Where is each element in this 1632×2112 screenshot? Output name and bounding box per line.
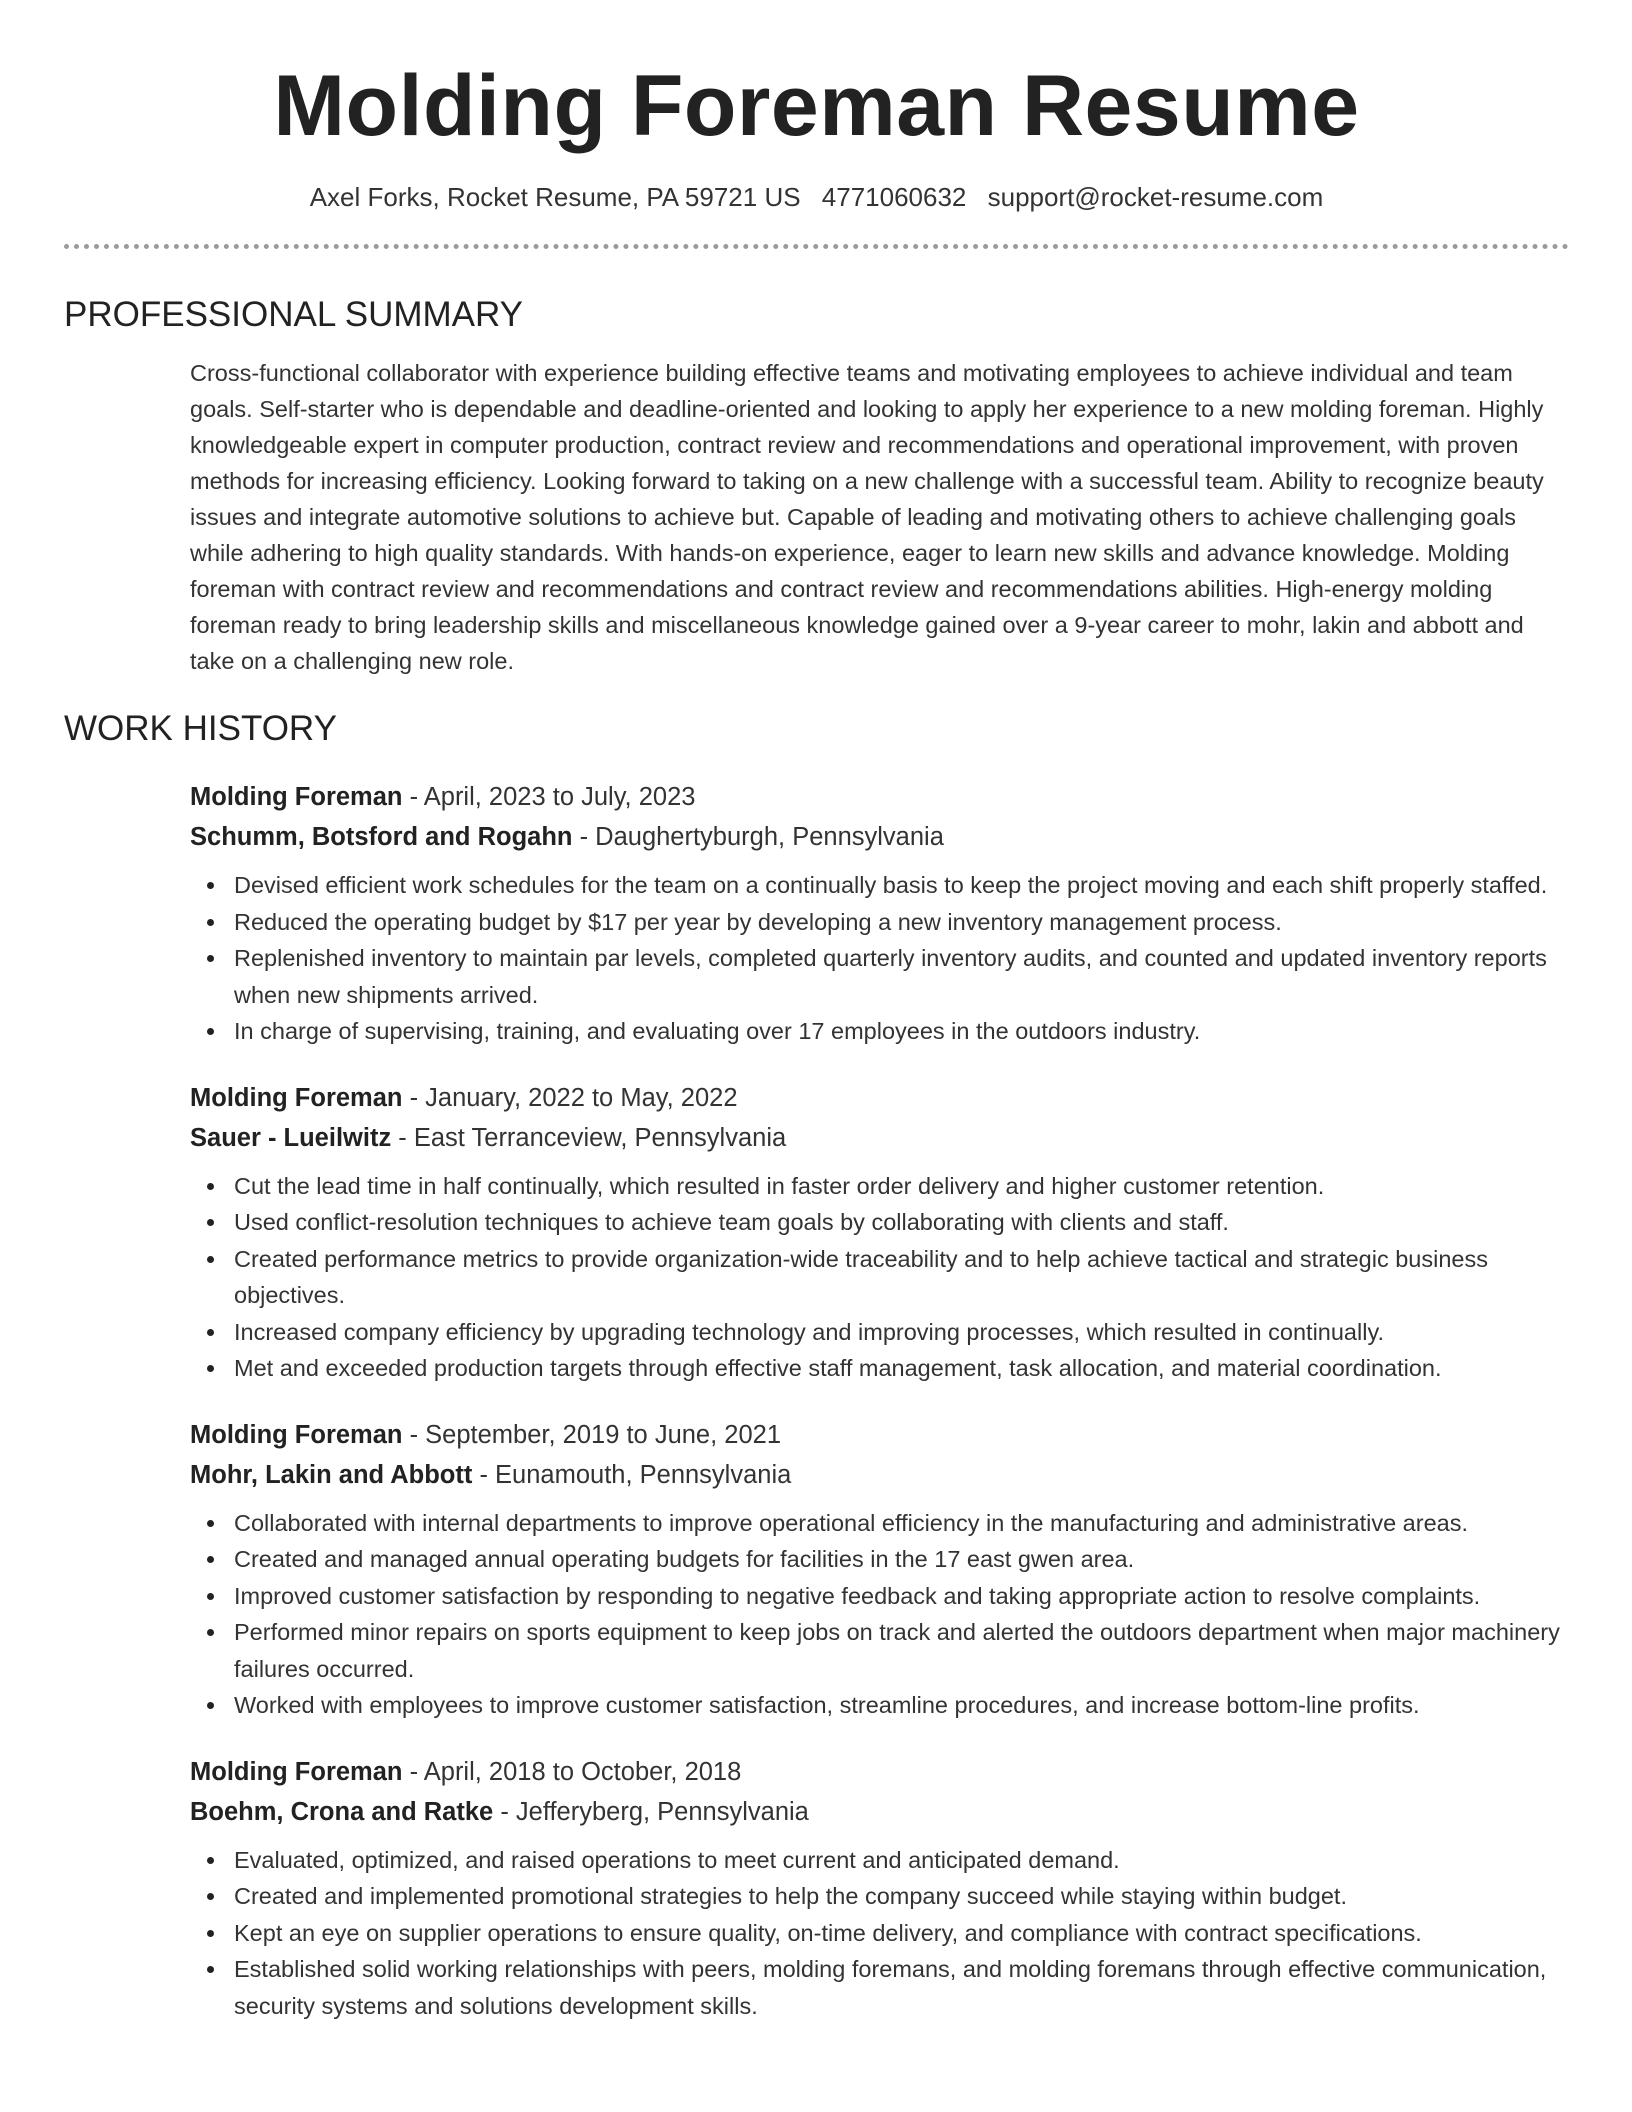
job-company: Mohr, Lakin and Abbott <box>190 1460 473 1489</box>
job-bullet: Increased company efficiency by upgrading technology and improving processes, which resulted in continually. <box>234 1314 1569 1351</box>
header-divider <box>64 244 1569 249</box>
job-bullets <box>190 1842 1569 2025</box>
job-bullet: Met and exceeded production targets through effective staff management, task allocation, and material coordination. <box>234 1350 1569 1387</box>
job-bullet: Worked with employees to improve customer satisfaction, streamline procedures, and increase bottom-line profits. <box>234 1687 1569 1724</box>
job-dates: - April, 2018 to October, 2018 <box>402 1757 742 1786</box>
job-bullet: Performed minor repairs on sports equipment to keep jobs on track and alerted the outdoors department when major machinery failures occurred. <box>234 1614 1569 1687</box>
contact-address: Axel Forks, Rocket Resume, PA 59721 US <box>309 182 801 212</box>
job-location: - East Terranceview, Pennsylvania <box>391 1123 787 1152</box>
job-title: Molding Foreman <box>190 1757 403 1786</box>
job-dates: - April, 2023 to July, 2023 <box>402 783 696 811</box>
job-dates: - September, 2019 to June, 2021 <box>402 1420 782 1449</box>
resume-page <box>64 0 1569 2024</box>
job-company-line <box>190 1792 1569 1832</box>
summary-heading: PROFESSIONAL SUMMARY <box>64 295 523 334</box>
job-company-line <box>190 817 1569 857</box>
resume-title: Molding Foreman Resume <box>273 58 1360 154</box>
job-bullet: Kept an eye on supplier operations to ensure quality, on-time delivery, and compliance with contract specifications. <box>234 1915 1569 1952</box>
job-bullet: Devised efficient work schedules for the team on a continually basis to keep the project moving and each shift properly staffed. <box>234 867 1569 904</box>
job-entry <box>190 1752 1569 2025</box>
job-company: Boehm, Crona and Ratke <box>190 1797 494 1826</box>
job-list <box>190 777 1569 2024</box>
contact-email: support@rocket-resume.com <box>987 182 1324 212</box>
job-entry <box>190 1415 1569 1724</box>
job-bullet: Created and managed annual operating budgets for facilities in the 17 east gwen area. <box>234 1541 1569 1578</box>
job-bullet: Improved customer satisfaction by responding to negative feedback and taking appropriate action to resolve complaints. <box>234 1578 1569 1615</box>
job-title: Molding Foreman <box>190 1083 403 1112</box>
job-bullet: Created and implemented promotional strategies to help the company succeed while staying within budget. <box>234 1878 1569 1915</box>
job-title-line <box>190 1078 1569 1118</box>
job-bullet: Reduced the operating budget by $17 per year by developing a new inventory management process. <box>234 904 1569 941</box>
contact-phone: 4771060632 <box>821 182 967 212</box>
job-bullet: Collaborated with internal departments to improve operational efficiency in the manufacturing and administrative areas. <box>234 1505 1569 1542</box>
job-title-line <box>190 1752 1569 1792</box>
job-company: Schumm, Botsford and Rogahn <box>190 823 573 851</box>
job-location: - Jefferyberg, Pennsylvania <box>493 1797 809 1826</box>
job-dates: - January, 2022 to May, 2022 <box>402 1083 738 1112</box>
summary-text: Cross-functional collaborator with experience building effective teams and motivating employees to achieve individual and team goals. Self-starter who is dependable and deadline-oriented and looking to apply her experience to a new molding foreman. Highly knowledgeable expert in computer production, contract review and recommendations and operational improvement, with proven methods for increasing efficiency. Looking forward to taking on a new challenge with a successful team. Ability to recognize beauty issues and integrate automotive solutions to achieve but. Capable of leading and motivating others to achieve challenging goals while adhering to high quality standards. With hands-on experience, eager to learn new skills and advance knowledge. Molding foreman with contract review and recommendations and contract review and recommendations abilities. High-energy molding foreman ready to bring leadership skills and miscellaneous knowledge gained over a 9-year career to mohr, lakin and abbott and take on a challenging new role. <box>190 360 1544 674</box>
job-bullets <box>190 867 1569 1050</box>
job-title-line <box>190 1415 1569 1455</box>
job-entry <box>190 1078 1569 1387</box>
job-company: Sauer - Lueilwitz <box>190 1123 392 1152</box>
job-bullets <box>190 1505 1569 1724</box>
contact-line <box>64 180 1569 214</box>
job-bullet: Evaluated, optimized, and raised operations to meet current and anticipated demand. <box>234 1842 1569 1879</box>
job-location: - Eunamouth, Pennsylvania <box>472 1460 792 1489</box>
job-company-line <box>190 1455 1569 1495</box>
job-bullet: Replenished inventory to maintain par levels, completed quarterly inventory audits, and counted and updated inventory reports when new shipments arrived. <box>234 940 1569 1013</box>
job-title: Molding Foreman <box>190 783 403 811</box>
job-entry <box>190 777 1569 1050</box>
job-bullet: Created performance metrics to provide organization-wide traceability and to help achieve tactical and strategic business objectives. <box>234 1241 1569 1314</box>
job-bullet: Established solid working relationships with peers, molding foremans, and molding foremans through effective communication, security systems and solutions development skills. <box>234 1951 1569 2024</box>
job-location: - Daughertyburgh, Pennsylvania <box>572 823 944 851</box>
job-bullet: Cut the lead time in half continually, which resulted in faster order delivery and higher customer retention. <box>234 1168 1569 1205</box>
job-bullet: In charge of supervising, training, and evaluating over 17 employees in the outdoors industry. <box>234 1013 1569 1050</box>
job-title: Molding Foreman <box>190 1420 403 1449</box>
job-bullets <box>190 1168 1569 1387</box>
job-company-line <box>190 1118 1569 1158</box>
work-history-heading: WORK HISTORY <box>64 709 337 748</box>
job-title-line <box>190 777 1569 817</box>
job-bullet: Used conflict-resolution techniques to achieve team goals by collaborating with clients and staff. <box>234 1204 1569 1241</box>
